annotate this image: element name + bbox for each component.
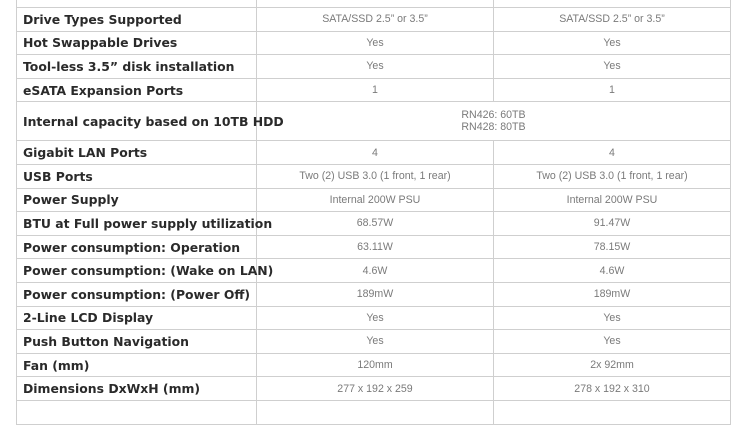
row-label: Dimensions DxWxH (mm) (17, 377, 257, 401)
spec-table-container (16, 0, 731, 425)
value-model-a: Yes (257, 31, 494, 55)
value-model-b: 91.47W (494, 212, 731, 236)
row-label: Tool-less 3.5” disk installation (17, 55, 257, 79)
value-model-b: 4 (494, 141, 731, 165)
value-model-a: 277 x 192 x 259 (257, 377, 494, 401)
row-label (17, 400, 257, 424)
table-row (17, 31, 731, 55)
value-model-a: Two (2) USB 3.0 (1 front, 1 rear) (257, 164, 494, 188)
value-model-a: 68.57W (257, 212, 494, 236)
value-model-a: Yes (257, 330, 494, 354)
row-label: Power Supply (17, 188, 257, 212)
table-row (17, 306, 731, 330)
value-model-a: 4.6W (257, 259, 494, 283)
value-model-b: 1 (494, 78, 731, 102)
value-model-b: Yes (494, 31, 731, 55)
row-label: Drive Types Supported (17, 8, 257, 32)
row-label: eSATA Expansion Ports (17, 78, 257, 102)
merged-value-cell (257, 102, 731, 141)
table-row (17, 0, 731, 8)
capacity-line-rn426: RN426: 60TB (461, 109, 526, 122)
table-row (17, 55, 731, 79)
table-row (17, 8, 731, 32)
row-label: Power consumption: (Wake on LAN) (17, 259, 257, 283)
value-model-a: 1 (257, 78, 494, 102)
value-model-b (494, 0, 731, 8)
value-model-a: 4 (257, 141, 494, 165)
value-model-a: Yes (257, 55, 494, 79)
table-row (17, 164, 731, 188)
value-model-b (494, 400, 731, 424)
value-model-a: SATA/SSD 2.5” or 3.5” (257, 8, 494, 32)
table-row (17, 78, 731, 102)
row-label: Hot Swappable Drives (17, 31, 257, 55)
table-row (17, 188, 731, 212)
row-label: Gigabit LAN Ports (17, 141, 257, 165)
value-model-b: 2x 92mm (494, 353, 731, 377)
value-model-b: Yes (494, 55, 731, 79)
table-row (17, 235, 731, 259)
table-row (17, 400, 731, 424)
table-row (17, 141, 731, 165)
value-model-b: Yes (494, 306, 731, 330)
row-label: Internal capacity based on 10TB HDD (17, 102, 257, 141)
table-row (17, 330, 731, 354)
value-model-a: Internal 200W PSU (257, 188, 494, 212)
value-model-b: 4.6W (494, 259, 731, 283)
value-model-a: 63.11W (257, 235, 494, 259)
row-label: USB Ports (17, 164, 257, 188)
row-label: Power consumption: (Power Off) (17, 282, 257, 306)
value-model-a (257, 400, 494, 424)
value-model-b: 78.15W (494, 235, 731, 259)
row-label (17, 0, 257, 8)
value-model-b: Two (2) USB 3.0 (1 front, 1 rear) (494, 164, 731, 188)
value-model-a: 189mW (257, 282, 494, 306)
value-model-b: 189mW (494, 282, 731, 306)
value-model-b: Internal 200W PSU (494, 188, 731, 212)
row-label: BTU at Full power supply utilization (17, 212, 257, 236)
table-row (17, 102, 731, 141)
row-label: Power consumption: Operation (17, 235, 257, 259)
value-model-b: SATA/SSD 2.5” or 3.5” (494, 8, 731, 32)
row-label: 2-Line LCD Display (17, 306, 257, 330)
row-label: Push Button Navigation (17, 330, 257, 354)
value-model-b: 278 x 192 x 310 (494, 377, 731, 401)
table-row (17, 377, 731, 401)
spec-table-body (17, 0, 731, 424)
table-row (17, 353, 731, 377)
value-model-b: Yes (494, 330, 731, 354)
value-model-a: Yes (257, 306, 494, 330)
table-row (17, 259, 731, 283)
table-row (17, 282, 731, 306)
value-model-a (257, 0, 494, 8)
capacity-line-rn428: RN428: 80TB (461, 121, 526, 134)
spec-table (16, 0, 731, 425)
table-row (17, 212, 731, 236)
value-model-a: 120mm (257, 353, 494, 377)
row-label: Fan (mm) (17, 353, 257, 377)
